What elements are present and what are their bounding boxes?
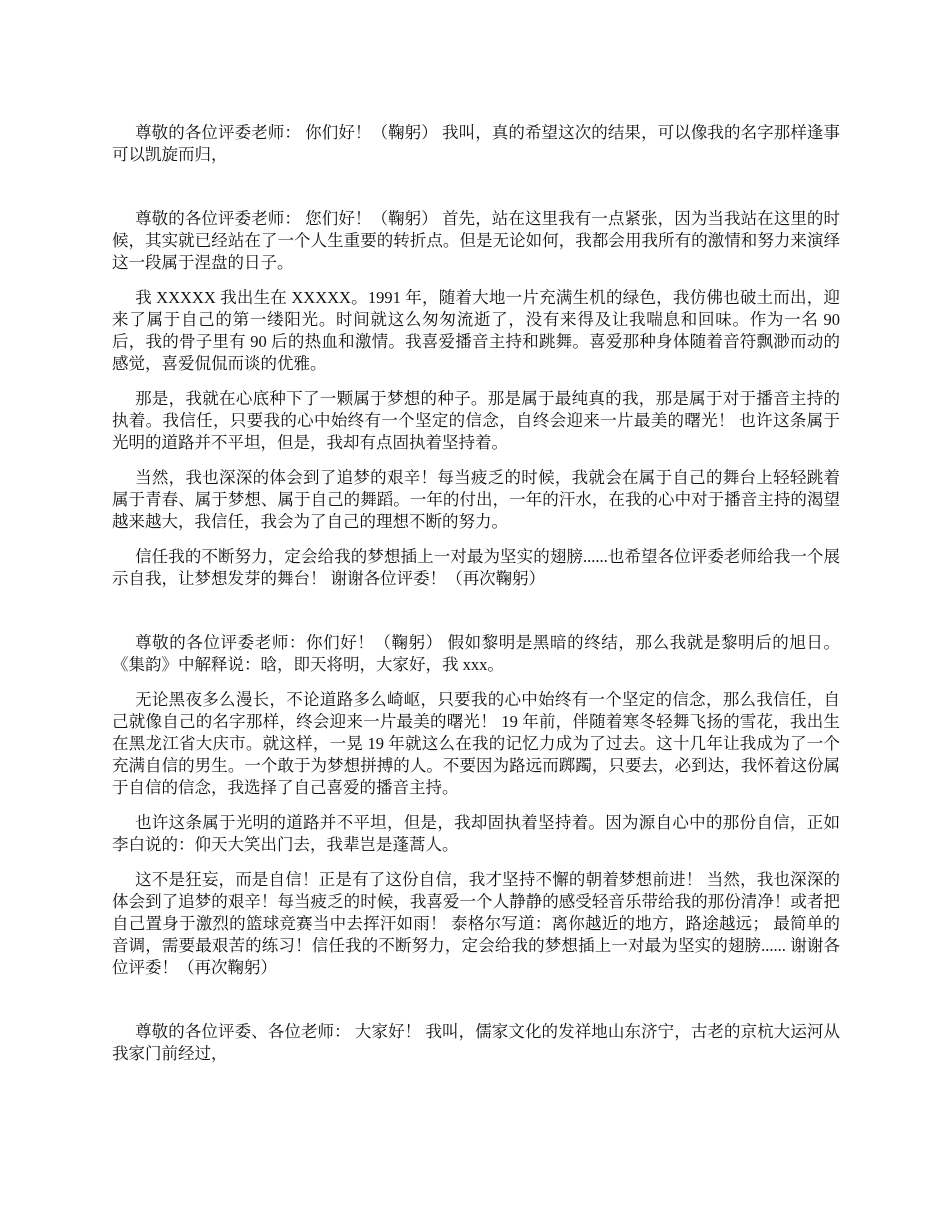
paragraph-speech-2-dream-seed: 那是，我就在心底种下了一颗属于梦想的种子。那是属于最纯真的我，那是属于对于播音主持的执着。我信任，只要我的心中始终有一个坚定的信念，自终会迎来一片最美的曙光！ 也许这条属于光明的道路并不平坦，但是，我却有点固执着坚持着。 <box>112 389 840 452</box>
paragraph-speech-3-birth: 无论黑夜多么漫长，不论道路多么崎岖，只要我的心中始终有一个坚定的信念，那么我信任，自己就像自己的名字那样，终会迎来一片最美的曙光！ 19 年前，伴随着寒冬轻舞飞扬的雪花，我出生在黑龙江省大庆市。就这样，一晃 19 年就这么在我的记忆力成为了过去。这十几年让我成为了一个充满自信的男生。一个敢于为梦想拼搏的人。不要因为路远而踯躅，只要去，必到达，我怀着这份属于自信的信念，我选择了自己喜爱的播音主持。 <box>112 690 840 797</box>
paragraph-speech-3-persistence: 也许这条属于光明的道路并不平坦，但是，我却固执着坚持着。因为源自心中的那份自信，正如李白说的：仰天大笑出门去，我辈岂是蓬蒿人。 <box>112 813 840 854</box>
document-body <box>112 122 840 1078</box>
paragraph-speech-2-birth: 我 XXXXX 我出生在 XXXXX。1991 年，随着大地一片充满生机的绿色，我仿佛也破土而出，迎来了属于自己的第一缕阳光。时间就这么匆匆流逝了，没有来得及让我喘息和回味。作为一名 90 后，我的骨子里有 90 后的热血和激情。我喜爱播音主持和跳舞。喜爱那种身体随着音符飘渺而动的感觉，喜爱侃侃而谈的优雅。 <box>112 288 840 373</box>
paragraph-speech-3-opening: 尊敬的各位评委老师：你们好！（鞠躬） 假如黎明是黑暗的终结，那么我就是黎明后的旭日。《集韵》中解释说：晗，即天将明，大家好，我 xxx。 <box>112 633 840 674</box>
paragraph-speech-4-opening: 尊敬的各位评委、各位老师： 大家好！ 我叫，儒家文化的发祥地山东济宁，古老的京杭大运河从我家门前经过， <box>112 1022 840 1063</box>
paragraph-speech-3-closing: 这不是狂妄，而是自信！正是有了这份自信，我才坚持不懈的朝着梦想前进！ 当然，我也深深的体会到了追梦的艰辛！每当疲乏的时候，我喜爱一个人静静的感受轻音乐带给我的那份清净！或者把自己置身于激烈的篮球竞赛当中去挥汗如雨！ 泰格尔写道：离你越近的地方，路途越远； 最简单的音调，需要最艰苦的练习！信任我的不断努力，定会给我的梦想插上一对最为坚实的翅膀...... 谢谢各位评委！（再次鞠躬） <box>112 870 840 977</box>
paragraph-speech-2-opening: 尊敬的各位评委老师： 您们好！（鞠躬） 首先，站在这里我有一点紧张，因为当我站在这里的时候，其实就已经站在了一个人生重要的转折点。但是无论如何，我都会用我所有的激情和努力来演绎这一段属于涅盘的日子。 <box>112 209 840 272</box>
paragraph-speech-2-closing: 信任我的不断努力，定会给我的梦想插上一对最为坚实的翅膀......也希望各位评委老师给我一个展示自我，让梦想发芽的舞台！ 谢谢各位评委！（再次鞠躬） <box>112 547 840 588</box>
paragraph-speech-2-hardship: 当然，我也深深的体会到了追梦的艰辛！每当疲乏的时候，我就会在属于自己的舞台上轻轻跳着属于青春、属于梦想、属于自己的舞蹈。一年的付出，一年的汗水，在我的心中对于播音主持的渴望越来越大，我信任，我会为了自己的理想不断的努力。 <box>112 468 840 531</box>
paragraph-speech-1-opening: 尊敬的各位评委老师： 你们好！（鞠躬） 我叫，真的希望这次的结果，可以像我的名字那样逢事可以凯旋而归， <box>112 123 840 164</box>
